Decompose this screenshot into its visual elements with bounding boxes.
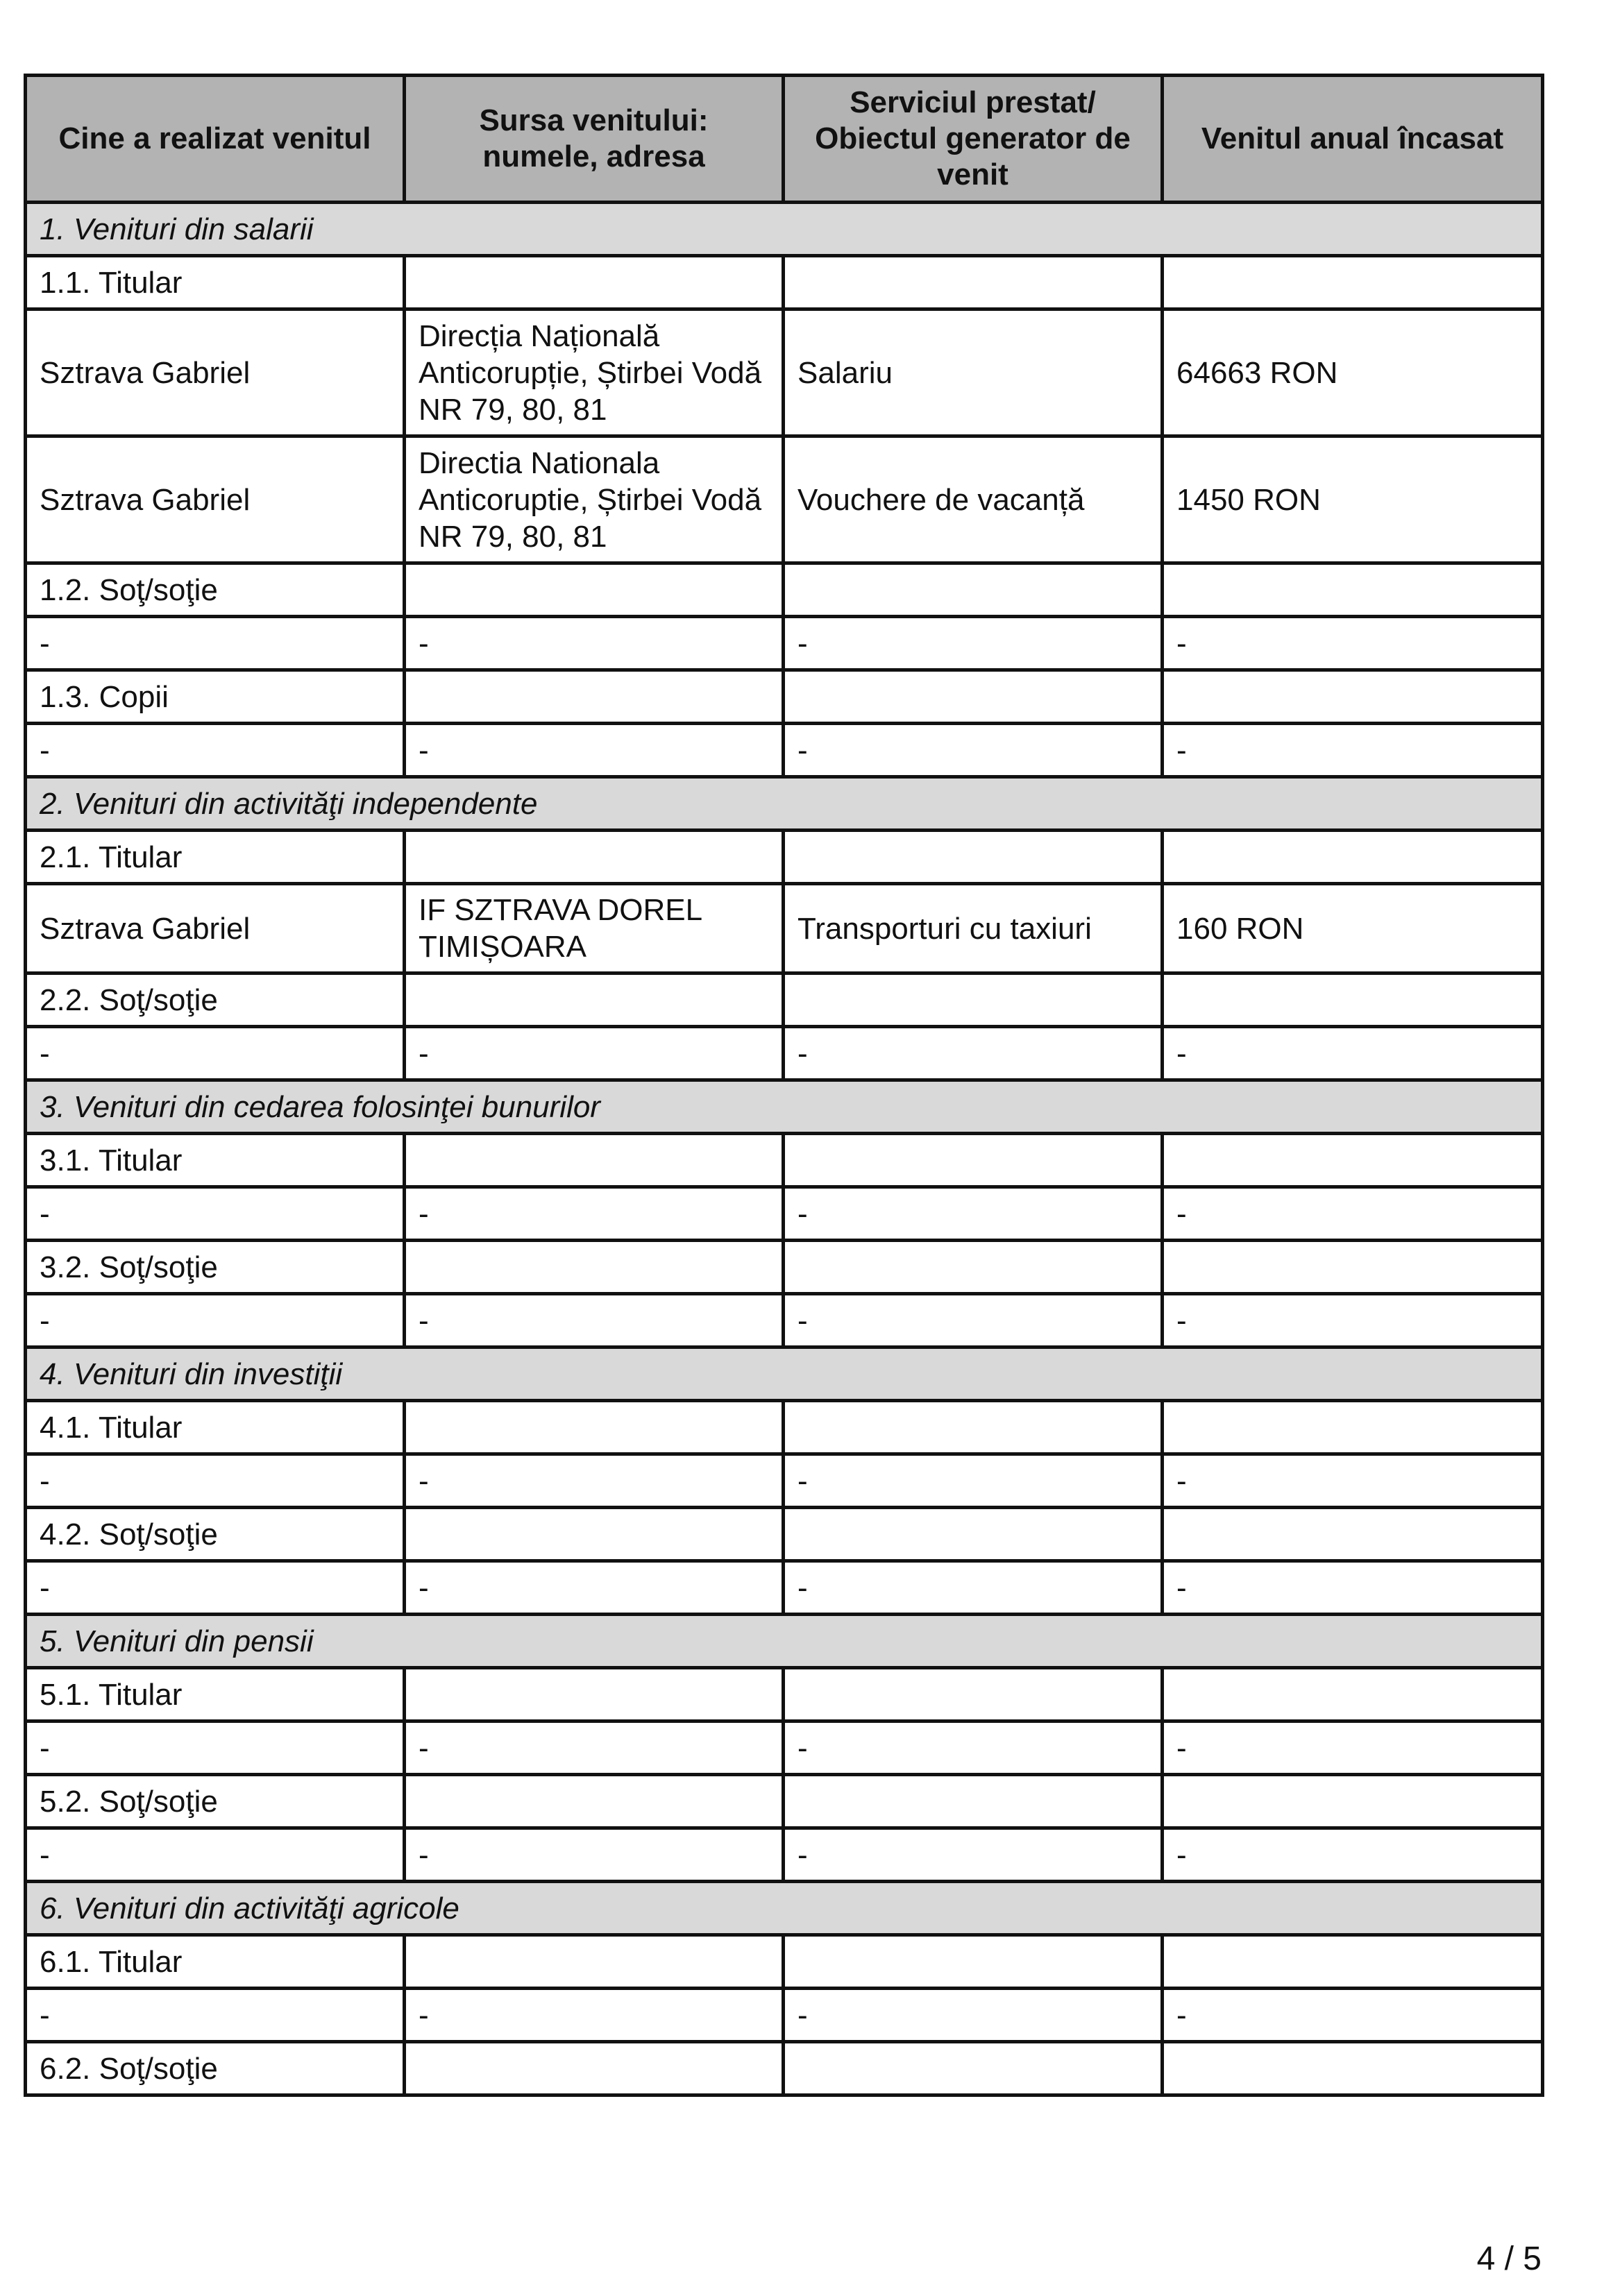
cell-income-earner: Sztrava Gabriel [26, 309, 405, 436]
cell-annual-income: 1450 RON [1163, 436, 1543, 563]
cell-income-source: - [405, 1187, 784, 1241]
cell-income-source [405, 1935, 784, 1989]
cell-income-source: IF SZTRAVA DOREL TIMIȘOARA [405, 884, 784, 973]
table-row [26, 831, 1543, 884]
cell-income-source [405, 670, 784, 724]
cell-annual-income: - [1163, 1027, 1543, 1080]
cell-service-provided [784, 973, 1163, 1027]
page-number: 4 / 5 [1476, 2240, 1542, 2277]
cell-service-provided [784, 1668, 1163, 1721]
table-row [26, 973, 1543, 1027]
cell-service-provided: - [784, 617, 1163, 670]
cell-income-earner: 5.2. Soţ/soţie [26, 1775, 405, 1828]
cell-income-source: - [405, 1721, 784, 1775]
cell-service-provided [784, 1241, 1163, 1294]
cell-service-provided [784, 256, 1163, 309]
cell-service-provided [784, 1775, 1163, 1828]
table-row [26, 256, 1543, 309]
cell-income-source [405, 563, 784, 617]
cell-annual-income [1163, 1508, 1543, 1561]
cell-income-source [405, 1401, 784, 1454]
cell-income-source: - [405, 724, 784, 777]
table-row [26, 1027, 1543, 1080]
cell-income-earner: - [26, 1187, 405, 1241]
cell-service-provided: Vouchere de vacanță [784, 436, 1163, 563]
table-row [26, 1401, 1543, 1454]
cell-income-source: - [405, 617, 784, 670]
cell-income-earner: - [26, 1027, 405, 1080]
cell-annual-income: - [1163, 1454, 1543, 1508]
table-row [26, 884, 1543, 973]
cell-service-provided: Transporturi cu taxiuri [784, 884, 1163, 973]
cell-income-earner: 5.1. Titular [26, 1668, 405, 1721]
cell-income-source [405, 831, 784, 884]
cell-income-earner: - [26, 1989, 405, 2042]
cell-annual-income [1163, 1775, 1543, 1828]
cell-annual-income: - [1163, 617, 1543, 670]
cell-income-source: - [405, 1294, 784, 1347]
cell-income-source [405, 1134, 784, 1187]
section-heading-row [26, 203, 1543, 256]
section-heading: 3. Venituri din cedarea folosinţei bunurilor [26, 1080, 1543, 1134]
section-heading-row [26, 777, 1543, 831]
cell-income-earner: 6.1. Titular [26, 1935, 405, 1989]
cell-annual-income [1163, 2042, 1543, 2095]
table-row [26, 563, 1543, 617]
section-heading: 1. Venituri din salarii [26, 203, 1543, 256]
cell-annual-income: 64663 RON [1163, 309, 1543, 436]
cell-service-provided [784, 2042, 1163, 2095]
cell-annual-income [1163, 1241, 1543, 1294]
header-service-provided: Serviciul prestat/ Obiectul generator de venit [784, 76, 1163, 203]
cell-annual-income [1163, 1668, 1543, 1721]
section-heading-row [26, 1080, 1543, 1134]
cell-income-earner: 2.1. Titular [26, 831, 405, 884]
table-row [26, 1241, 1543, 1294]
cell-income-earner: 3.1. Titular [26, 1134, 405, 1187]
cell-annual-income: - [1163, 1187, 1543, 1241]
table-row [26, 1668, 1543, 1721]
cell-income-earner: Sztrava Gabriel [26, 884, 405, 973]
cell-annual-income: 160 RON [1163, 884, 1543, 973]
table-row [26, 1721, 1543, 1775]
cell-annual-income [1163, 670, 1543, 724]
cell-service-provided: - [784, 1561, 1163, 1615]
cell-service-provided [784, 1935, 1163, 1989]
section-heading-row [26, 1347, 1543, 1401]
table-row [26, 1935, 1543, 1989]
section-heading: 6. Venituri din activităţi agricole [26, 1882, 1543, 1935]
cell-income-source [405, 256, 784, 309]
cell-income-earner: 4.2. Soţ/soţie [26, 1508, 405, 1561]
header-income-source: Sursa venitului: numele, adresa [405, 76, 784, 203]
header-annual-income: Venitul anual încasat [1163, 76, 1543, 203]
cell-income-earner: - [26, 1721, 405, 1775]
cell-annual-income [1163, 831, 1543, 884]
cell-income-earner: - [26, 1561, 405, 1615]
table-row [26, 1508, 1543, 1561]
cell-income-earner: - [26, 724, 405, 777]
cell-service-provided: - [784, 1187, 1163, 1241]
cell-income-source: Direcția Națională Anticorupție, Știrbei Vodă NR 79, 80, 81 [405, 309, 784, 436]
cell-annual-income: - [1163, 1294, 1543, 1347]
cell-annual-income [1163, 1935, 1543, 1989]
cell-income-earner: 1.1. Titular [26, 256, 405, 309]
section-heading-row [26, 1615, 1543, 1668]
table-row [26, 309, 1543, 436]
cell-income-source [405, 2042, 784, 2095]
cell-income-source: - [405, 1454, 784, 1508]
cell-service-provided [784, 831, 1163, 884]
cell-income-source: - [405, 1828, 784, 1882]
header-income-earner: Cine a realizat venitul [26, 76, 405, 203]
cell-annual-income [1163, 563, 1543, 617]
cell-service-provided [784, 670, 1163, 724]
table-body [26, 203, 1543, 2095]
cell-annual-income [1163, 1401, 1543, 1454]
cell-service-provided: Salariu [784, 309, 1163, 436]
table-row [26, 1989, 1543, 2042]
cell-income-source [405, 1668, 784, 1721]
cell-income-earner: 4.1. Titular [26, 1401, 405, 1454]
cell-income-earner: 3.2. Soţ/soţie [26, 1241, 405, 1294]
cell-income-earner: Sztrava Gabriel [26, 436, 405, 563]
cell-service-provided: - [784, 1828, 1163, 1882]
cell-service-provided: - [784, 1454, 1163, 1508]
cell-service-provided: - [784, 1721, 1163, 1775]
cell-income-source [405, 1241, 784, 1294]
table-row [26, 617, 1543, 670]
cell-annual-income [1163, 973, 1543, 1027]
table-row [26, 1561, 1543, 1615]
cell-service-provided: - [784, 724, 1163, 777]
section-heading-row [26, 1882, 1543, 1935]
table-row [26, 436, 1543, 563]
cell-annual-income: - [1163, 724, 1543, 777]
cell-annual-income [1163, 256, 1543, 309]
cell-service-provided: - [784, 1989, 1163, 2042]
cell-income-earner: - [26, 1454, 405, 1508]
cell-annual-income: - [1163, 1561, 1543, 1615]
cell-income-earner: - [26, 617, 405, 670]
cell-service-provided [784, 1401, 1163, 1454]
cell-income-source: Directia Nationala Anticoruptie, Știrbei Vodă NR 79, 80, 81 [405, 436, 784, 563]
section-heading: 5. Venituri din pensii [26, 1615, 1543, 1668]
cell-income-earner: 6.2. Soţ/soţie [26, 2042, 405, 2095]
section-heading: 4. Venituri din investiţii [26, 1347, 1543, 1401]
cell-annual-income: - [1163, 1721, 1543, 1775]
cell-income-earner: - [26, 1828, 405, 1882]
cell-annual-income [1163, 1134, 1543, 1187]
cell-income-source: - [405, 1027, 784, 1080]
cell-income-source [405, 973, 784, 1027]
table-row [26, 1187, 1543, 1241]
cell-annual-income: - [1163, 1828, 1543, 1882]
cell-service-provided: - [784, 1027, 1163, 1080]
cell-income-source [405, 1508, 784, 1561]
cell-income-earner: 1.2. Soţ/soţie [26, 563, 405, 617]
cell-income-source: - [405, 1989, 784, 2042]
section-heading: 2. Venituri din activităţi independente [26, 777, 1543, 831]
cell-income-source [405, 1775, 784, 1828]
cell-income-earner: 2.2. Soţ/soţie [26, 973, 405, 1027]
table-row [26, 2042, 1543, 2095]
cell-service-provided [784, 1508, 1163, 1561]
table-row [26, 1454, 1543, 1508]
table-row [26, 1775, 1543, 1828]
cell-income-earner: - [26, 1294, 405, 1347]
cell-income-source: - [405, 1561, 784, 1615]
cell-service-provided [784, 1134, 1163, 1187]
table-row [26, 1828, 1543, 1882]
table-row [26, 724, 1543, 777]
cell-service-provided [784, 563, 1163, 617]
table-row [26, 1134, 1543, 1187]
cell-annual-income: - [1163, 1989, 1543, 2042]
table-header-row [26, 76, 1543, 203]
income-declaration-table [24, 74, 1544, 2097]
table-row [26, 1294, 1543, 1347]
cell-service-provided: - [784, 1294, 1163, 1347]
cell-income-earner: 1.3. Copii [26, 670, 405, 724]
table-row [26, 670, 1543, 724]
